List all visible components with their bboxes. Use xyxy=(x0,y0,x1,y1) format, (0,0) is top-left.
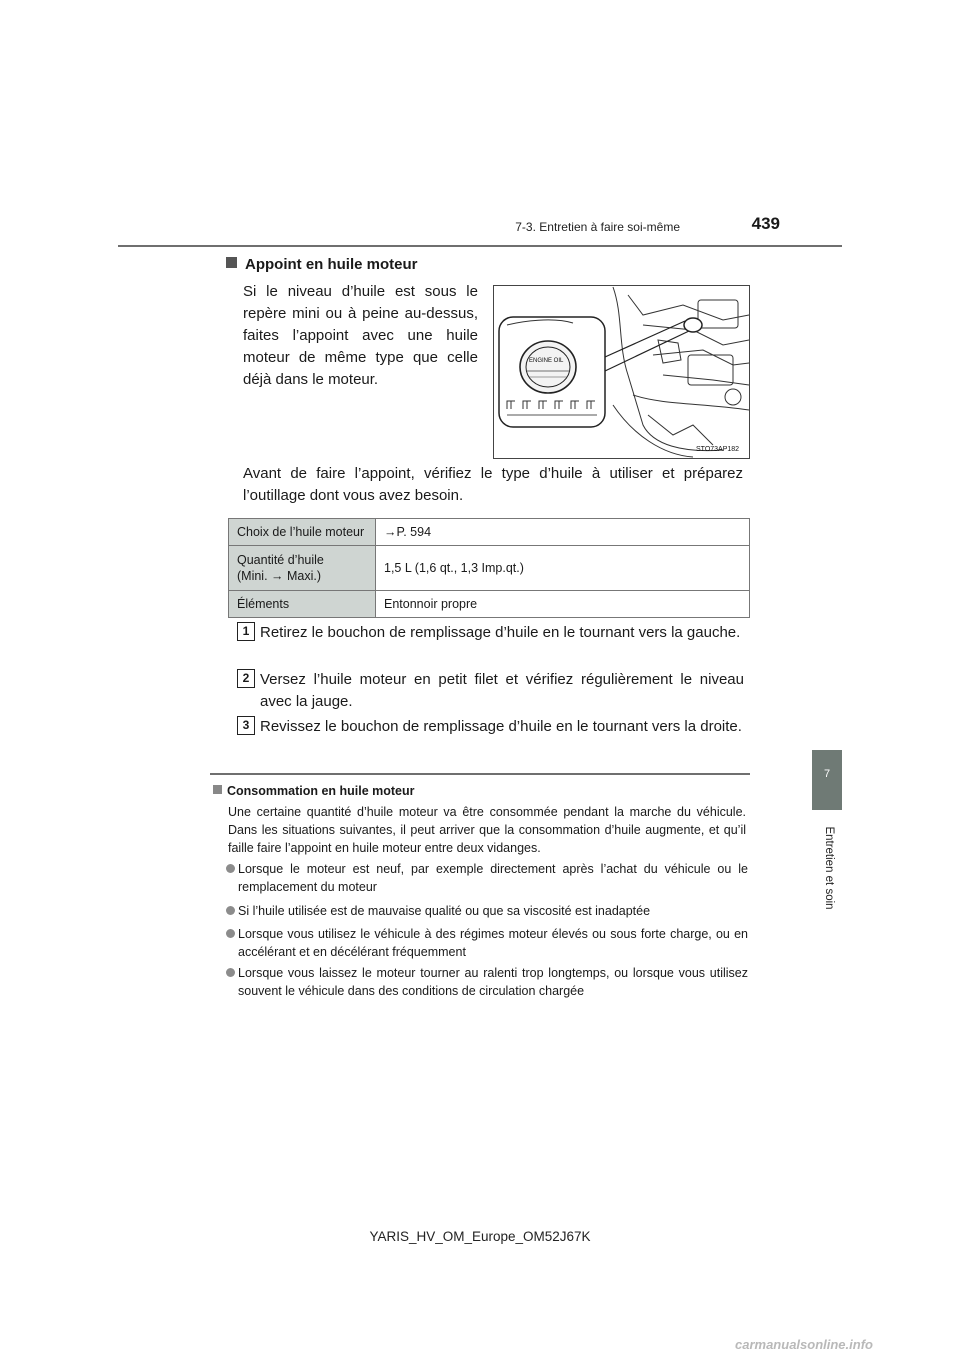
bullet-dot-icon xyxy=(226,968,235,977)
table-value-cell: →P. 594 xyxy=(376,519,750,546)
chapter-tab-number: 7 xyxy=(823,768,831,780)
note-paragraph: Une certaine quantité d’huile moteur va être consommée pendant la marche du véhicule. Dans les situations suivantes, il peut arriver que la consommation d’huile augmente, et qu’il faille faire l’appoint en huile moteur entre deux vidanges. xyxy=(228,805,746,855)
page-number: 439 xyxy=(751,214,780,233)
chapter-tab-label: Entretien et soin xyxy=(823,826,835,910)
header-divider xyxy=(118,245,842,247)
bullet-item: Si l’huile utilisée est de mauvaise qualité ou que sa viscosité est inadaptée xyxy=(238,904,651,918)
step-text: Revissez le bouchon de remplissage d’huile en le tournant vers la droite. xyxy=(260,718,742,735)
document-id-footer: YARIS_HV_OM_Europe_OM52J67K xyxy=(369,1229,591,1244)
bullet-dot-icon xyxy=(226,906,235,915)
step-text: Retirez le bouchon de remplissage d’huile en le tournant vers la gauche. xyxy=(260,624,741,641)
section-divider xyxy=(210,773,750,775)
watermark: carmanualsonline.info xyxy=(735,1337,873,1352)
preparation-paragraph: Avant de faire l’appoint, vérifiez le type d’huile à utiliser et préparez l’outillage dont vous avez besoin. xyxy=(243,465,743,504)
illustration-code: STO73AP182 xyxy=(696,446,740,453)
table-row xyxy=(229,546,750,591)
square-bullet-icon xyxy=(226,257,237,268)
table-key-text: Choix de l’huile moteur xyxy=(237,525,365,539)
table-key-cell xyxy=(229,546,376,591)
bullet-item: Lorsque vous laissez le moteur tourner au ralenti trop longtemps, ou lorsque vous utilisez souvent le véhicule dans des conditions de circulation chargée xyxy=(238,966,748,998)
bullet-dot-icon xyxy=(226,864,235,873)
section-heading-text: Appoint en huile moteur xyxy=(245,256,418,273)
running-header-section: 7-3. Entretien à faire soi-même xyxy=(515,220,680,234)
note-heading xyxy=(213,784,415,798)
section-heading xyxy=(226,256,418,273)
step-number-badge: 1 xyxy=(237,622,255,641)
table-key-text: Quantité d’huile xyxy=(237,553,324,567)
step-text: Versez l’huile moteur en petit filet et vérifiez régulièrement le niveau avec la jauge. xyxy=(260,671,744,710)
oil-specification-table xyxy=(228,518,750,618)
step-number-badge: 3 xyxy=(237,716,255,735)
table-row xyxy=(229,519,750,546)
table-row xyxy=(229,591,750,618)
note-heading-text: Consommation en huile moteur xyxy=(227,784,415,798)
cap-label: ENGINE OIL xyxy=(529,358,564,364)
square-bullet-icon xyxy=(213,785,222,794)
table-key-text: (Mini. → Maxi.) xyxy=(237,569,322,583)
bullet-item: Lorsque le moteur est neuf, par exemple directement après l’achat du véhicule ou le remplacement du moteur xyxy=(238,862,748,894)
bullet-item: Lorsque vous utilisez le véhicule à des régimes moteur élevés ou sous forte charge, ou en accélérant et en décélérant fréquemment xyxy=(238,927,748,959)
table-value-cell: 1,5 L (1,6 qt., 1,3 Imp.qt.) xyxy=(376,546,750,591)
step-number-badge: 2 xyxy=(237,669,255,688)
table-key-cell xyxy=(229,591,376,618)
engine-oil-cap-illustration xyxy=(493,285,750,459)
table-key-cell xyxy=(229,519,376,546)
bullet-dot-icon xyxy=(226,929,235,938)
intro-paragraph: Si le niveau d’huile est sous le repère mini ou à peine au-dessus, faites l’appoint avec une huile moteur de même type que celle déjà dans le moteur. xyxy=(243,283,478,388)
table-value-cell: Entonnoir propre xyxy=(376,591,750,618)
table-key-text: Éléments xyxy=(237,597,290,611)
